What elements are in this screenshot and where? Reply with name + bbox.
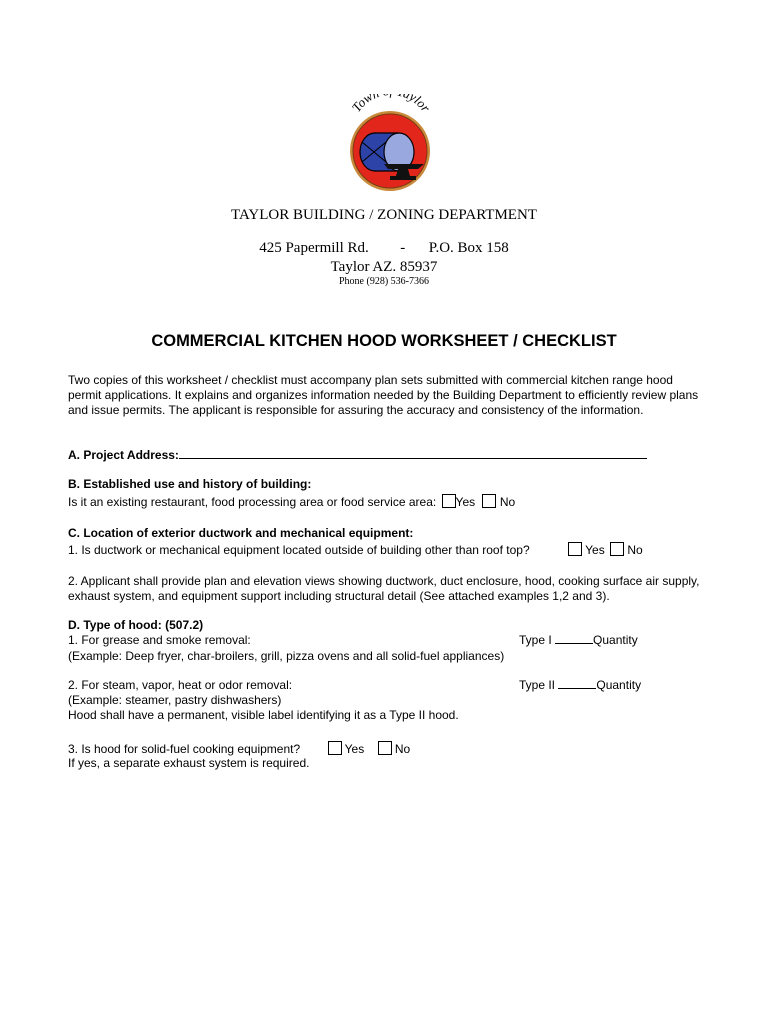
section-d-no-label: No [394,742,411,756]
section-c-no-label: No [627,543,643,557]
section-c-yes-checkbox[interactable] [568,542,582,556]
section-d-label-note: Hood shall have a permanent, visible label identifying it as a Type II hood. [68,708,459,722]
section-c-q1: 1. Is ductwork or mechanical equipment located outside of building other than roof top? [68,543,530,557]
section-a [68,447,647,463]
city-line: Taylor AZ. 85937 [330,259,438,275]
phone-line: Phone (928) 536-7366 [339,276,429,287]
address-line [0,240,768,257]
address-separator: - [400,240,406,256]
section-d-item3-row [68,741,410,757]
section-b-yes-checkbox[interactable] [442,494,456,508]
section-c-q1-options [568,542,643,558]
type1-quantity-row [519,633,638,648]
section-c-no-checkbox[interactable] [610,542,624,556]
type1-quantity-field[interactable] [555,633,593,644]
section-d-heading: D. Type of hood: (507.2) [68,618,204,632]
section-c-q2: 2. Applicant shall provide plan and elevation views showing ductwork, duct enclosure, hood, cooking surface air supply, exhaust system, and equipment support including structural detail (See attached examples 1,2 and 3). [68,574,700,603]
town-logo [338,94,444,196]
type2-quantity-field[interactable] [558,678,596,689]
logo-text: Tow ylor [348,94,434,115]
type1-label: Type I [519,633,552,647]
type2-quantity-label: Quantity [596,678,642,692]
section-c-heading: C. Location of exterior ductwork and mechanical equipment: [68,526,414,540]
type1-quantity-label: Quantity [593,633,638,647]
page-title: COMMERCIAL KITCHEN HOOD WORKSHEET / CHECKLIST [151,332,617,350]
section-d-example1: (Example: Deep fryer, char-broilers, grill, pizza ovens and all solid-fuel appliances) [68,649,505,663]
section-d-yes-label: Yes [344,742,365,756]
street-address: 425 Papermill Rd. [259,240,369,256]
section-b-question-row [68,494,515,510]
section-d-example2: (Example: steamer, pastry dishwashers) [68,693,282,707]
section-b-question: Is it an existing restaurant, food processing area or food service area: [68,495,437,509]
project-address-label: A. Project Address: [68,448,179,462]
section-b-yes-label: Yes [455,495,476,509]
type2-label: Type II [519,678,556,692]
section-d-item2: 2. For steam, vapor, heat or odor removal: [68,678,293,692]
section-b-heading: B. Established use and history of building: [68,477,312,491]
section-b-no-label: No [499,495,516,509]
section-b-no-checkbox[interactable] [482,494,496,508]
project-address-field[interactable] [179,447,647,459]
section-d-yes-checkbox[interactable] [328,741,342,755]
section-d-item3: 3. Is hood for solid-fuel cooking equipment? [68,742,301,756]
section-d-no-checkbox[interactable] [378,741,392,755]
section-d-item1: 1. For grease and smoke removal: [68,633,251,647]
section-c-yes-label: Yes [585,543,605,557]
po-box: P.O. Box 158 [428,240,509,256]
department-name: TAYLOR BUILDING / ZONING DEPARTMENT [231,207,537,223]
intro-paragraph: Two copies of this worksheet / checklist must accompany plan sets submitted with commercial kitchen range hood permit applications. It explains and organizes information needed by the Building Department to efficiently review plans and issue permits. The applicant is responsible for assuring the accuracy and consistency of the information. [68,373,699,417]
section-d-item3-note: If yes, a separate exhaust system is required. [68,756,310,770]
type2-quantity-row [519,678,641,693]
